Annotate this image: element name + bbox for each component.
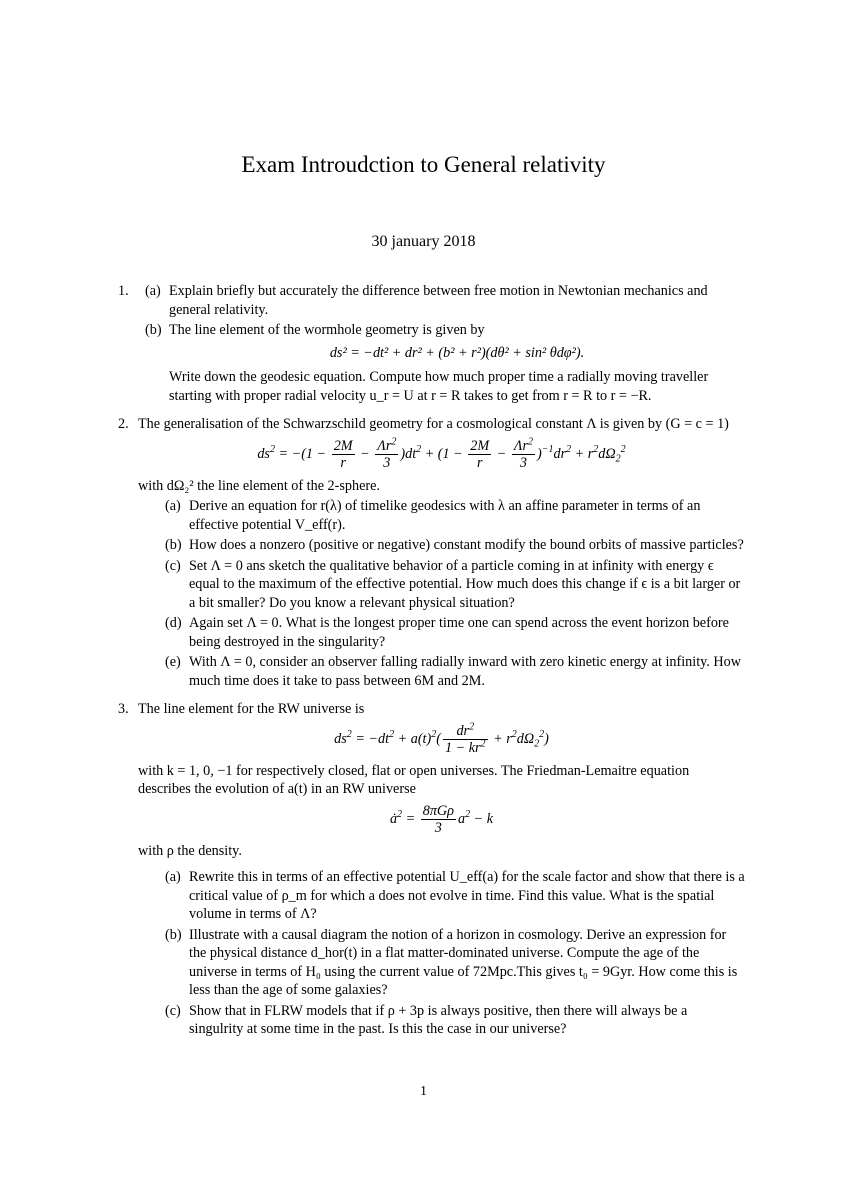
part-text: Show that in FLRW models that if ρ + 3p is always positive, then there will always be a singulrity at some time in the past. Is this the case in our universe? [189, 1002, 688, 1037]
question-2-part-b [138, 536, 745, 555]
part-label: (e) [165, 654, 181, 670]
question-2-part-e [138, 653, 745, 690]
question-after-equation-2: with ρ the density. [138, 842, 242, 859]
question-3 [118, 700, 745, 1039]
part-text: Rewrite this in terms of an effective potential U_eff(a) for the scale factor and show that there is a critical value of ρ_m for which a does not evolve in time. Find this value. What is the spatial volume in terms of Λ? [189, 869, 745, 922]
question-after-equation: with dΩ₂² the line element of the 2-sphere. [138, 477, 380, 494]
document-title: Exam Introudction to General relativity [241, 152, 606, 177]
question-2-part-d [138, 614, 745, 651]
part-label: (c) [165, 557, 181, 574]
part-label: (a) [145, 283, 161, 299]
part-label: (a) [165, 498, 181, 514]
question-2-part-a [138, 497, 745, 534]
wormhole-line-element-equation: ds² = −dt² + dr² + (b² + r²)(dθ² + sin² θdφ²). [329, 344, 585, 361]
question-1-part-b [138, 321, 745, 405]
part-text: Explain briefly but accurately the difference between free motion in Newtonian mechanics and general relativity. [169, 283, 708, 318]
rw-line-element-equation: $ds^2 = -dt^2 + a(t)^2$( $\frac{dr^2}{1 - kr^2}$ + $r^2d\Omega_2^2$) [334, 720, 549, 756]
part-text: With Λ = 0, consider an observer falling radially inward with zero kinetic energy at infinity. How much time does it take to pass between 6M and 2M. [189, 654, 741, 689]
question-intro: The generalisation of the Schwarzschild geometry for a cosmological constant Λ is given by (G = c = 1) [138, 416, 729, 432]
part-label: (a) [165, 869, 181, 885]
part-label: (d) [165, 615, 182, 631]
part-label: (b) [145, 322, 162, 338]
part-text: How does a nonzero (positive or negative) constant modify the bound orbits of massive particles? [189, 537, 744, 553]
question-3-part-b [138, 926, 745, 1000]
question-3-part-c [138, 1002, 745, 1039]
part-text: Set Λ = 0 ans sketch the qualitative behavior of a particle coming in at infinity with energy ϵ equal to the maximum of the effective potential. How much does this change if ϵ is a bit larger or a bit smaller? Do you know a relevant physical situation? [189, 557, 741, 611]
part-label: (b) [165, 537, 182, 553]
part-text: Derive an equation for r(λ) of timelike geodesics with λ an affine parameter in terms of an effective potential V_eff(r). [189, 498, 701, 533]
exam-content [118, 282, 745, 1039]
question-1 [118, 282, 745, 405]
document-date: 30 january 2018 [371, 233, 476, 250]
question-2-part-c [138, 557, 745, 613]
part-text: Again set Λ = 0. What is the longest proper time one can spend across the event horizon before being destroyed in the singularity? [189, 615, 729, 650]
schwarzschild-de-sitter-equation: $ds^2 = -(1$ − $\frac{2M}{r}$ − $\frac{\Lambda r^2}{3}$ )$dt^2 + (1$ − $\frac{2M}{r}$ − $\frac{\Lambda r^2}{3}$ )$^{-1}dr^2 + r^2d\Omega_2^2$ [257, 435, 626, 471]
question-number: 1. [118, 283, 129, 299]
question-after-equation-1: with k = 1, 0, −1 for respectively closed, flat or open universes. The Friedman-Lemaitre equation describes the evolution of a(t) in an RW universe [138, 762, 690, 797]
part-text-continued: Write down the geodesic equation. Compute how much proper time a radially moving traveller starting with proper radial velocity u_r = U at r = R takes to get from r = R to r = −R. [169, 369, 709, 404]
question-2 [118, 415, 745, 690]
question-intro: The line element for the RW universe is [138, 701, 365, 717]
part-label: (c) [165, 1002, 181, 1019]
friedman-lemaitre-equation: $ȧ^2$ = $\frac{\text{8πGρ}}{3}$ $a^2 - k$ [389, 802, 494, 836]
part-label: (b) [165, 926, 182, 943]
question-1-part-a [138, 282, 745, 319]
question-number: 2. [118, 416, 129, 432]
question-3-part-a [138, 868, 745, 924]
part-text: Illustrate with a causal diagram the notion of a horizon in cosmology. Derive an expression for the physical distance d_hor(t) in a flat matter-dominated universe. Compute the age of the universe in terms of H₀ using the current value of 72Mpc.This gives t₀ = 9Gyr. How come this is less than the age of some galaxies? [189, 926, 738, 998]
question-number: 3. [118, 701, 129, 717]
part-text: The line element of the wormhole geometry is given by [169, 322, 485, 338]
page-number: 1 [420, 1084, 427, 1099]
